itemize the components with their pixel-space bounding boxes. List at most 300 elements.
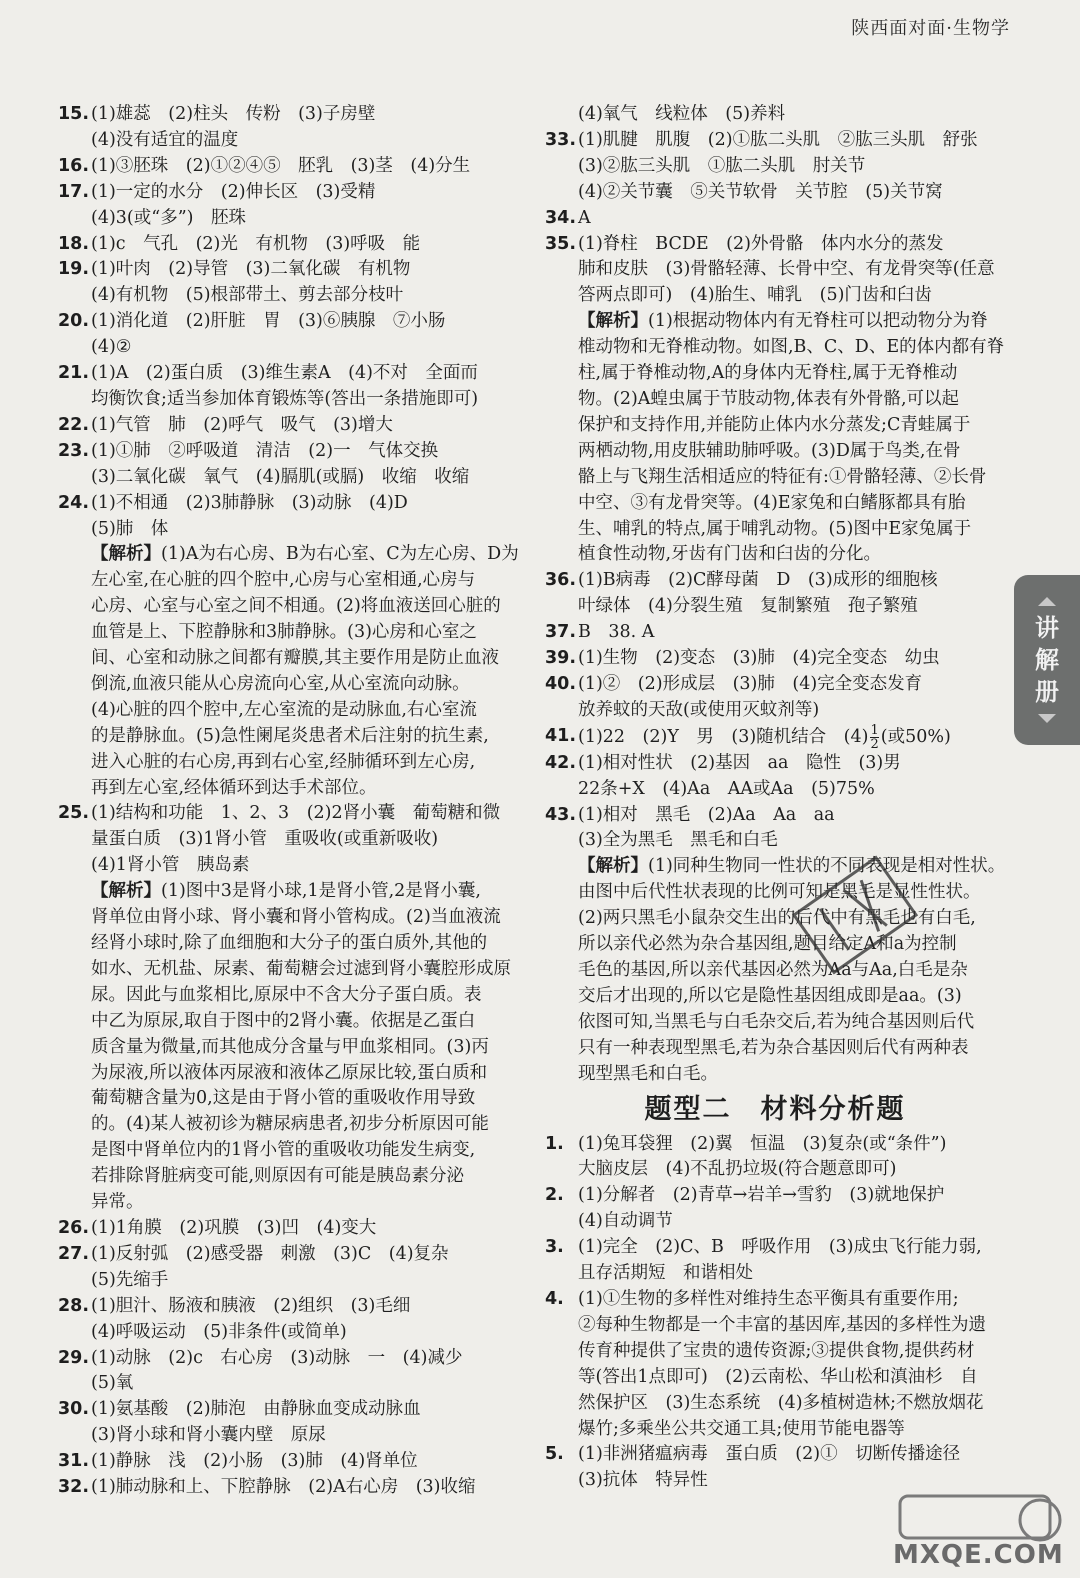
analysis-line	[58, 1190, 528, 1216]
answer-line	[545, 1235, 1005, 1261]
right-column	[545, 102, 1005, 1494]
left-column	[58, 102, 528, 1501]
analysis-tag: 【解析】	[91, 544, 161, 565]
analysis-text: (1)图中3是肾小球,1是肾小管,2是肾小囊,	[161, 881, 481, 902]
answer-text-span: (4)②	[91, 337, 132, 358]
answer-line	[58, 1371, 528, 1397]
answer-text-span: (1)一定的水分 (2)伸长区 (3)受精	[91, 181, 376, 202]
answer-text	[578, 180, 1005, 206]
answer-item	[58, 102, 528, 154]
analysis-line	[58, 620, 528, 646]
question-number	[545, 1313, 578, 1339]
answer-text	[91, 1423, 528, 1449]
answer-text	[91, 387, 528, 413]
question-number	[58, 128, 91, 154]
answer-text-span: (4)没有适宜的温度	[91, 129, 239, 150]
question-number: 26.	[58, 1217, 90, 1238]
analysis-line	[58, 724, 528, 750]
analysis-line	[58, 672, 528, 698]
analysis-line	[545, 387, 1005, 413]
answer-line	[545, 751, 1005, 777]
analysis-text: 倒流,血液只能从心房流向心室,从心室流向动脉。	[91, 673, 470, 694]
answer-text	[91, 128, 528, 154]
analysis-line	[545, 491, 1005, 517]
analysis-text: 两栖动物,用皮肤辅助肺呼吸。(3)D属于鸟类,在骨	[578, 440, 961, 461]
answer-line	[545, 1157, 1005, 1183]
analysis-line	[545, 1036, 1005, 1062]
answer-text	[91, 283, 528, 309]
analysis-line	[58, 1112, 528, 1138]
answer-text-span: (1)相对 黑毛 (2)Aa Aa aa	[578, 804, 835, 825]
answer-line	[545, 777, 1005, 803]
answer-line	[545, 1183, 1005, 1209]
analysis-line	[545, 439, 1005, 465]
answer-line	[545, 206, 1005, 232]
answer-text	[578, 1287, 1005, 1313]
question-number	[58, 465, 91, 491]
answer-text	[578, 1313, 1005, 1339]
answer-item	[58, 232, 528, 258]
answer-text-span: (5)氧	[91, 1373, 134, 1394]
answer-text	[91, 439, 528, 465]
answer-text-span: (5)先缩手	[91, 1269, 169, 1290]
answer-text	[578, 1132, 1005, 1158]
question-number: 23.	[58, 440, 90, 461]
answer-line	[545, 180, 1005, 206]
question-number: 33.	[545, 129, 577, 150]
answer-line	[545, 283, 1005, 309]
answer-line	[58, 387, 528, 413]
analysis-text: 柱,属于脊椎动物,A的身体内无脊柱,属于无脊椎动	[578, 363, 958, 384]
analysis-line	[545, 309, 1005, 335]
answer-text	[91, 1346, 528, 1372]
analysis-line	[58, 1138, 528, 1164]
answer-line	[58, 465, 528, 491]
answer-line	[58, 257, 528, 283]
answer-item	[545, 1235, 1005, 1287]
answer-text	[578, 206, 1005, 232]
answer-text-span: (5)肺 体	[91, 518, 169, 539]
answer-text-span: (1)兔耳袋狸 (2)翼 恒温 (3)复杂(或“条件”)	[578, 1133, 947, 1154]
answer-line	[58, 439, 528, 465]
question-number	[58, 206, 91, 232]
answer-line	[58, 154, 528, 180]
question-number: 20.	[58, 311, 90, 332]
answer-line	[545, 646, 1005, 672]
analysis-text: 为尿液,所以液体丙尿液和液体乙原尿比较,蛋白质和	[91, 1062, 488, 1083]
answer-line	[545, 154, 1005, 180]
answer-text-span: (1)完全 (2)C、B 呼吸作用 (3)成虫飞行能力弱,	[578, 1237, 982, 1258]
analysis-text: 心房、心室与心室之间不相通。(2)将血液送回心脏的	[91, 596, 501, 617]
analysis-text: 物。(2)A蝗虫属于节肢动物,体表有外骨骼,可以起	[578, 388, 960, 409]
answer-item	[58, 1242, 528, 1294]
answer-text-span: (4)有机物 (5)根部带土、剪去部分枝叶	[91, 285, 404, 306]
answer-line	[545, 232, 1005, 258]
answer-line	[58, 1320, 528, 1346]
analysis-text: 血管是上、下腔静脉和3肺静脉。(3)心房和心室之	[91, 622, 477, 643]
answer-item	[58, 1397, 528, 1449]
answer-line	[58, 1242, 528, 1268]
question-number: 5.	[545, 1444, 564, 1465]
analysis-line	[58, 776, 528, 802]
answer-text-span: (4)氧气 线粒体 (5)养料	[578, 104, 786, 124]
question-number: 29.	[58, 1347, 90, 1368]
analysis-text: 如水、无机盐、尿素、葡萄糖会过滤到肾小囊腔形成原	[91, 958, 511, 979]
answer-line	[58, 491, 528, 517]
answer-text	[91, 1268, 528, 1294]
analysis-text: 葡萄糖含量为0,这是由于肾小管的重吸收作用导致	[91, 1088, 476, 1109]
answer-line	[545, 1261, 1005, 1287]
side-tab	[1014, 575, 1080, 745]
answer-text-span: 22条+X (4)Aa AA或Aa (5)75%	[578, 778, 875, 799]
answer-text-span: (1)B病毒 (2)C酵母菌 D (3)成形的细胞核	[578, 570, 938, 591]
analysis-text: 植食性动物,牙齿有门齿和臼齿的分化。	[578, 544, 882, 565]
analysis-line	[58, 1035, 528, 1061]
question-number	[545, 1417, 578, 1443]
answer-item	[58, 1449, 528, 1475]
answer-text	[91, 1397, 528, 1423]
answer-text-span: 答两点即可) (4)胎生、哺乳 (5)门齿和臼齿	[578, 285, 932, 306]
answer-text-span: (1)肺动脉和上、下腔静脉 (2)A右心房 (3)收缩	[91, 1477, 476, 1498]
answer-line	[545, 620, 1005, 646]
answer-line	[58, 1216, 528, 1242]
answer-text	[578, 102, 1005, 128]
analysis-text: 毛色的基因,所以亲代基因必然为Aa与Aa,白毛是杂	[578, 960, 968, 980]
answer-item	[58, 154, 528, 180]
analysis-text: 肾单位由肾小球、肾小囊和肾小管构成。(2)当血液流	[91, 907, 501, 928]
answer-text-span: (1)动脉 (2)c 右心房 (3)动脉 一 (4)减少	[91, 1347, 463, 1368]
answer-line	[545, 672, 1005, 698]
answer-text	[578, 1365, 1005, 1391]
running-header: 陕西面对面·生物学	[851, 18, 1010, 39]
answer-text-span: (1)③胚珠 (2)①②④⑤ 胚乳 (3)茎 (4)分生	[91, 155, 471, 176]
analysis-line	[58, 931, 528, 957]
answer-line	[545, 1391, 1005, 1417]
analysis-block	[545, 309, 1005, 568]
answer-text	[578, 232, 1005, 258]
question-number: 24.	[58, 492, 90, 513]
analysis-line	[58, 1009, 528, 1035]
answer-line	[58, 102, 528, 128]
answer-line	[58, 1268, 528, 1294]
answer-line	[58, 801, 528, 827]
answer-text	[91, 309, 528, 335]
answer-text-span: (3)二氧化碳 氧气 (4)膈肌(或膈) 收缩 收缩	[91, 466, 470, 487]
answer-item	[545, 751, 1005, 803]
answer-text	[578, 568, 1005, 594]
answer-text-span: 传育种提供了宝贵的遗传资源;③提供食物,提供药材	[578, 1340, 975, 1361]
question-number	[545, 1391, 578, 1417]
answer-text	[91, 1320, 528, 1346]
answer-line	[58, 361, 528, 387]
analysis-text: 骼上与飞翔生活相适应的特征有:①骨骼轻薄、②长骨	[578, 466, 987, 487]
answer-item	[58, 439, 528, 491]
answer-text	[578, 1157, 1005, 1183]
fraction	[870, 724, 878, 751]
answer-line	[58, 180, 528, 206]
answer-text-span: 放养蚊的天敌(或使用灭蚊剂等)	[578, 699, 820, 720]
question-number: 42.	[545, 752, 577, 773]
question-number	[545, 828, 578, 854]
answer-text-span: (1)氨基酸 (2)肺泡 由静脉血变成动脉血	[91, 1399, 421, 1420]
answer-text-span: (1)c 气孔 (2)光 有机物 (3)呼吸 能	[91, 233, 421, 254]
question-number: 27.	[58, 1243, 90, 1264]
question-number	[58, 853, 91, 879]
answer-item	[545, 620, 1005, 646]
answer-item	[545, 568, 1005, 620]
answer-text	[578, 128, 1005, 154]
question-number	[545, 102, 578, 128]
answer-line	[545, 1339, 1005, 1365]
analysis-line	[545, 335, 1005, 361]
question-number: 18.	[58, 233, 90, 254]
answer-text	[91, 335, 528, 361]
answer-line	[58, 309, 528, 335]
analysis-text: 所以亲代必然为杂合基因组,题目给定A和a为控制	[578, 934, 957, 955]
answer-text-span: B 38. A	[578, 622, 655, 643]
answer-text-span: (1)①肺 ②呼吸道 清洁 (2)一 气体交换	[91, 440, 439, 461]
answer-text-span: (1)胆汁、肠液和胰液 (2)组织 (3)毛细	[91, 1295, 411, 1316]
question-number: 4.	[545, 1288, 564, 1309]
question-number	[58, 1423, 91, 1449]
side-tab-label: 讲解册	[1035, 614, 1059, 706]
answer-text-span: (4)呼吸运动 (5)非条件(或简单)	[91, 1321, 347, 1342]
question-number: 37.	[545, 622, 577, 643]
analysis-text: (4)心脏的四个腔中,左心室流的是动脉血,右心室流	[91, 699, 477, 720]
answer-text	[91, 102, 528, 128]
answer-text	[91, 517, 528, 543]
analysis-text: (1)根据动物体内有无脊柱可以把动物分为脊	[648, 311, 988, 332]
answer-text-span: (1)①生物的多样性对维持生态平衡具有重要作用;	[578, 1288, 959, 1309]
question-number: 1.	[545, 1133, 564, 1154]
answer-text	[91, 413, 528, 439]
answer-line	[545, 803, 1005, 829]
question-number: 32.	[58, 1477, 90, 1498]
answer-item	[545, 1442, 1005, 1494]
answer-item	[545, 1183, 1005, 1235]
analysis-line	[545, 542, 1005, 568]
answer-text-span: (3)肾小球和肾小囊内壁 原尿	[91, 1425, 326, 1446]
answer-text-span: (1)不相通 (2)3肺静脉 (3)动脉 (4)D	[91, 492, 408, 513]
answer-item	[58, 1346, 528, 1398]
question-number: 40.	[545, 673, 577, 694]
analysis-text: (1)A为右心房、B为右心室、C为左心房、D为	[161, 544, 519, 565]
answer-line	[545, 128, 1005, 154]
analysis-text: 由图中后代性状表现的比例可知是黑毛是显性性状。	[578, 882, 981, 903]
answer-item	[545, 672, 1005, 724]
answer-line	[545, 1209, 1005, 1235]
question-number	[545, 1468, 578, 1494]
question-number	[545, 283, 578, 309]
answer-item	[545, 232, 1005, 310]
answer-line	[545, 594, 1005, 620]
question-number: 17.	[58, 181, 90, 202]
analysis-line	[58, 905, 528, 931]
answer-text	[91, 1294, 528, 1320]
analysis-text: 现型黑毛和白毛。	[578, 1063, 718, 1084]
answer-text	[91, 853, 528, 879]
analysis-text: 椎动物和无脊椎动物。如图,B、C、D、E的体内都有脊	[578, 337, 1005, 358]
answer-line	[58, 517, 528, 543]
answer-text	[91, 1371, 528, 1397]
analysis-text: 经肾小球时,除了血细胞和大分子的蛋白质外,其他的	[91, 933, 488, 953]
answer-line	[58, 1475, 528, 1501]
answer-text	[91, 801, 528, 827]
answer-text	[578, 698, 1005, 724]
answer-text	[578, 724, 1005, 751]
analysis-line	[545, 1062, 1005, 1088]
question-number: 43.	[545, 804, 577, 825]
analysis-line	[58, 879, 528, 905]
answer-text-span: (4)1肾小管 胰岛素	[91, 855, 250, 876]
answer-text	[578, 803, 1005, 829]
question-number: 2.	[545, 1185, 564, 1206]
answer-text-span: (3)抗体 特异性	[578, 1470, 708, 1491]
analysis-text: 保护和支持作用,并能防止体内水分蒸发;C青蛙属于	[578, 414, 971, 435]
answer-item	[58, 1216, 528, 1242]
answer-item	[545, 1132, 1005, 1184]
answer-text-span: (3)②肱三头肌 ①肱二头肌 肘关节	[578, 155, 866, 176]
answer-line	[58, 1294, 528, 1320]
analysis-line	[58, 1061, 528, 1087]
answer-line	[545, 568, 1005, 594]
answer-text	[91, 206, 528, 232]
answer-text-span: A	[578, 207, 591, 228]
answer-text	[91, 180, 528, 206]
answer-text-span: 且存活期短 和谐相处	[578, 1263, 753, 1284]
fraction-numerator: 1	[870, 722, 879, 738]
answer-text-span: 叶绿体 (4)分裂生殖 复制繁殖 孢子繁殖	[578, 596, 918, 617]
answer-text-span: (4)②关节囊 ⑤关节软骨 关节腔 (5)关节窝	[578, 181, 943, 202]
question-number	[58, 335, 91, 361]
question-number	[58, 1371, 91, 1397]
answer-text	[578, 1339, 1005, 1365]
analysis-text: 左心室,在心脏的四个腔中,心房与心室相通,心房与	[91, 570, 476, 591]
stamp-mark	[770, 830, 940, 1000]
analysis-line	[545, 361, 1005, 387]
answer-text	[578, 1261, 1005, 1287]
answer-text	[578, 777, 1005, 803]
question-number	[545, 594, 578, 620]
answer-text	[578, 646, 1005, 672]
analysis-line	[58, 1086, 528, 1112]
answer-text	[91, 232, 528, 258]
answer-text-span: (3)全为黑毛 黑毛和白毛	[578, 830, 778, 851]
analysis-line	[545, 517, 1005, 543]
question-number: 15.	[58, 104, 90, 124]
triangle-down-icon	[1038, 714, 1056, 723]
answer-item	[58, 180, 528, 232]
question-number	[58, 517, 91, 543]
answer-line	[545, 1417, 1005, 1443]
answer-text	[578, 620, 1005, 646]
answer-text	[91, 1449, 528, 1475]
answer-line	[58, 283, 528, 309]
answer-text-span: 等(答出1点即可) (2)云南松、华山松和滇油杉 自	[578, 1366, 978, 1387]
answer-line	[545, 724, 1005, 751]
answer-text-span: (4)3(或“多”) 胚珠	[91, 207, 246, 228]
analysis-text: 生、哺乳的特点,属于哺乳动物。(5)图中E家兔属于	[578, 518, 972, 539]
answer-text-span: (1)22 (2)Y 男 (3)随机结合 (4)	[578, 726, 869, 747]
answer-line	[58, 827, 528, 853]
answer-item	[58, 413, 528, 439]
answer-line	[58, 1397, 528, 1423]
question-number: 31.	[58, 1451, 90, 1472]
analysis-line	[58, 957, 528, 983]
answer-text-span: (1)结构和功能 1、2、3 (2)2肾小囊 葡萄糖和微	[91, 803, 501, 824]
question-number	[58, 1268, 91, 1294]
answer-text	[578, 751, 1005, 777]
answer-text-span: 然保护区 (3)生态系统 (4)多植树造林;不燃放烟花	[578, 1392, 984, 1413]
analysis-text: (2)两只黑毛小鼠杂交生出的后代中有黑毛也有白毛,	[578, 908, 976, 929]
answer-text	[91, 465, 528, 491]
analysis-text: 的是静脉血。(5)急性阑尾炎患者术后注射的抗生素,	[91, 725, 489, 746]
analysis-line	[58, 568, 528, 594]
answer-text	[578, 1183, 1005, 1209]
analysis-block	[58, 542, 528, 801]
question-number	[545, 180, 578, 206]
question-number: 39.	[545, 648, 577, 669]
answer-text-span: (1)A (2)蛋白质 (3)维生素A (4)不对 全面而	[91, 363, 478, 384]
answer-item	[58, 801, 528, 879]
question-number: 21.	[58, 363, 90, 384]
answer-line	[58, 853, 528, 879]
answer-item	[58, 257, 528, 309]
analysis-line	[545, 1010, 1005, 1036]
section-title: 题型二 材料分析题	[644, 1093, 906, 1125]
analysis-tag: 【解析】	[578, 311, 648, 332]
answer-text	[91, 491, 528, 517]
analysis-text: 间、心室和动脉之间都有瓣膜,其主要作用是防止血液	[91, 648, 500, 669]
answer-line	[58, 413, 528, 439]
answer-line	[58, 128, 528, 154]
answer-text-span: (1)脊柱 BCDE (2)外骨骼 体内水分的蒸发	[578, 233, 944, 254]
analysis-line	[58, 542, 528, 568]
analysis-block	[58, 879, 528, 1216]
question-number: 28.	[58, 1295, 90, 1316]
analysis-text: 依图可知,当黑毛与白毛杂交后,若为纯合基因则后代	[578, 1011, 975, 1032]
question-number: 22.	[58, 414, 90, 435]
answer-text-span: (1)生物 (2)变态 (3)肺 (4)完全变态 幼虫	[578, 648, 940, 669]
answer-text	[578, 1417, 1005, 1443]
question-number: 25.	[58, 803, 90, 824]
question-number	[58, 827, 91, 853]
question-number	[58, 283, 91, 309]
answer-text	[578, 1391, 1005, 1417]
analysis-line	[545, 413, 1005, 439]
answer-text-span: (1)静脉 浅 (2)小肠 (3)肺 (4)肾单位	[91, 1451, 418, 1472]
answer-text	[91, 361, 528, 387]
question-number	[545, 1365, 578, 1391]
answer-text	[578, 257, 1005, 283]
answer-line	[58, 1346, 528, 1372]
answer-text-span: (1)雄蕊 (2)柱头 传粉 (3)子房壁	[91, 104, 376, 124]
answer-line	[58, 335, 528, 361]
answer-item	[545, 206, 1005, 232]
question-number: 36.	[545, 570, 577, 591]
analysis-line	[545, 465, 1005, 491]
answer-text-span: 量蛋白质 (3)1肾小管 重吸收(或重新吸收)	[91, 829, 439, 850]
analysis-text: 质含量为微量,而其他成分含量与甲血浆相同。(3)丙	[91, 1036, 489, 1057]
analysis-text: 中空、③有龙骨突等。(4)E家兔和白鳍豚都具有胎	[578, 492, 966, 513]
answer-text	[91, 154, 528, 180]
answer-line	[58, 232, 528, 258]
answer-line	[545, 698, 1005, 724]
answer-item	[58, 361, 528, 413]
question-number	[545, 698, 578, 724]
answer-text	[578, 1235, 1005, 1261]
answer-text-span: (1)相对性状 (2)基因 aa 隐性 (3)男	[578, 752, 901, 773]
